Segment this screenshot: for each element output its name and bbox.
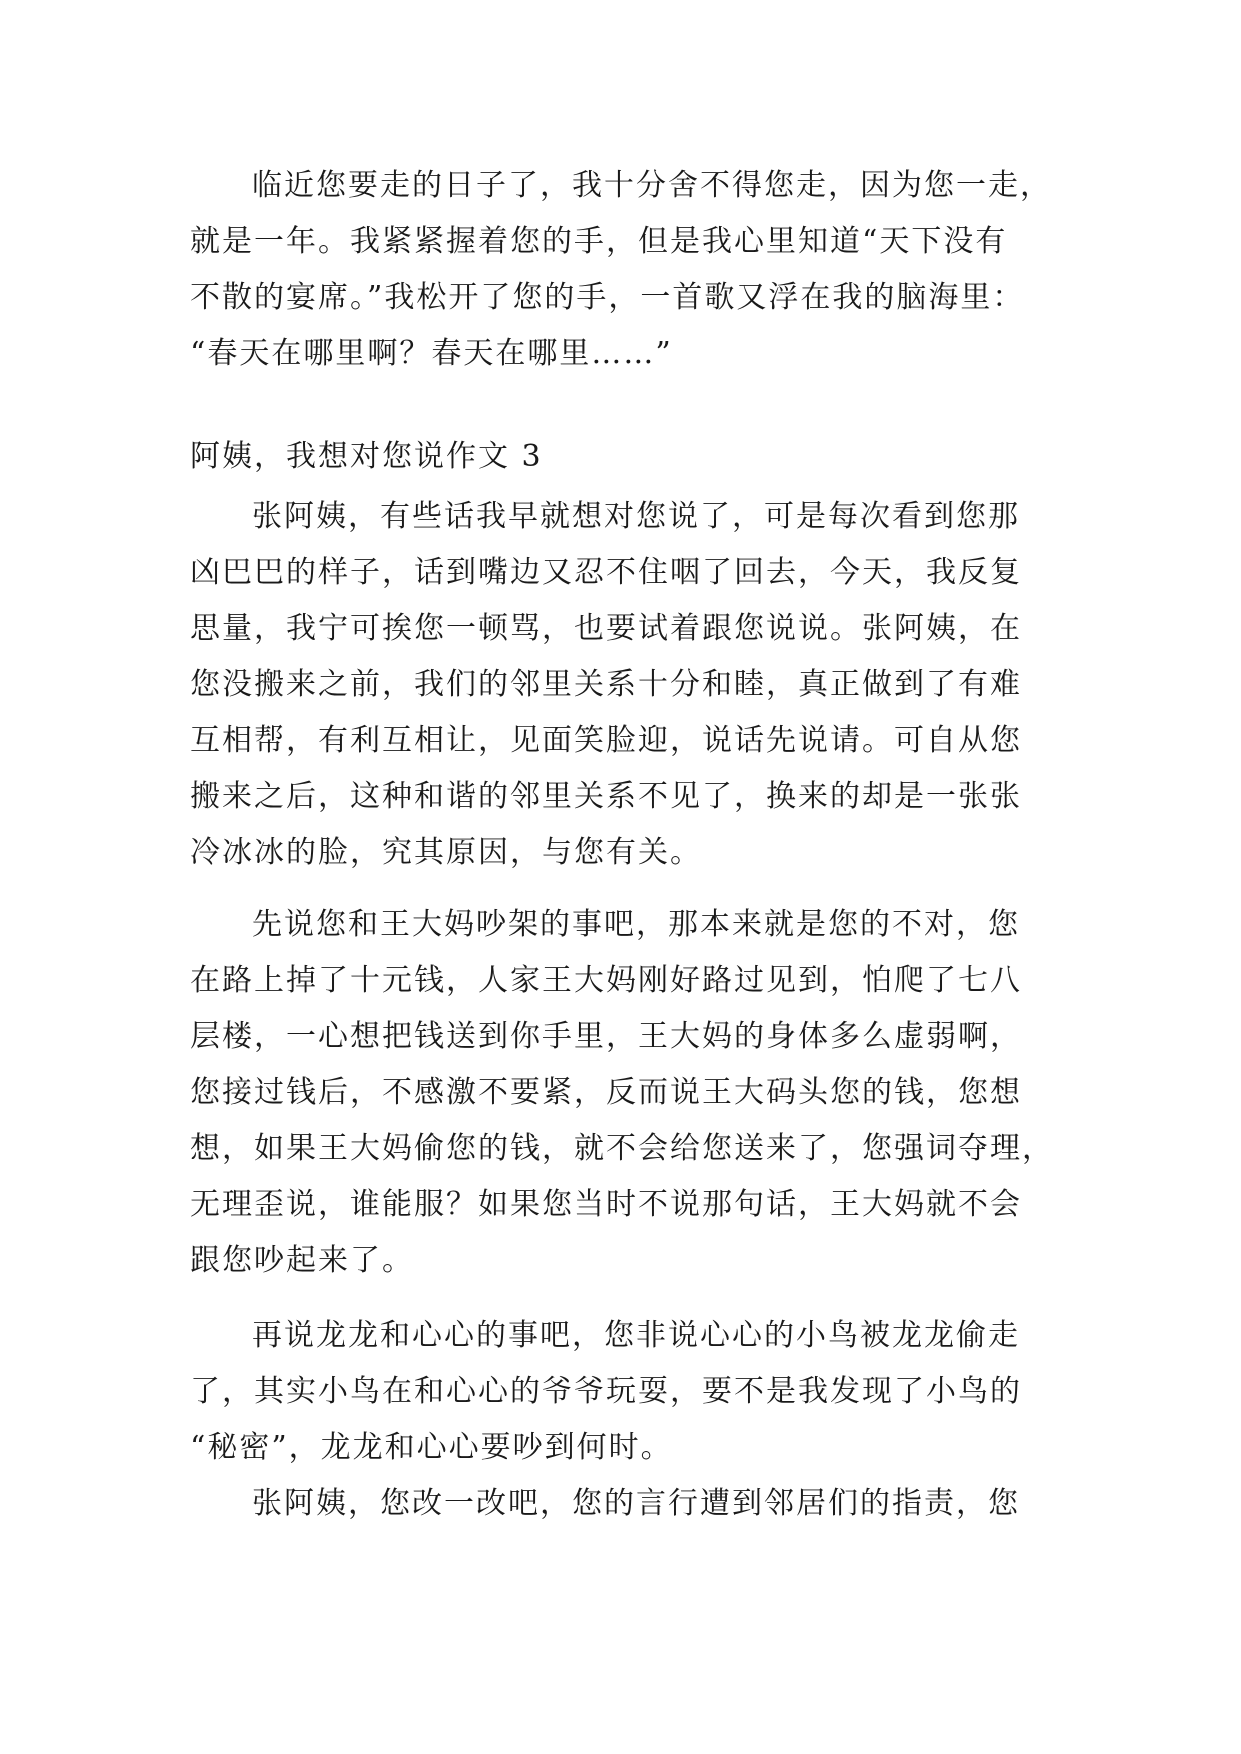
text-line: 张阿姨，有些话我早就想对您说了，可是每次看到您那	[252, 499, 1020, 534]
text-line: 想，如果王大妈偷您的钱，就不会给您送来了，您强词夺理，	[190, 1131, 1054, 1166]
text-line: 层楼，一心想把钱送到你手里，王大妈的身体多么虚弱啊，	[190, 1019, 1022, 1054]
text-line: 搬来之后，这种和谐的邻里关系不见了，换来的却是一张张	[190, 779, 1022, 814]
text-line: 冷冰冰的脸，究其原因，与您有关。	[190, 835, 702, 870]
text-line: 凶巴巴的样子，话到嘴边又忍不住咽了回去，今天，我反复	[190, 555, 1022, 590]
text-line: 再说龙龙和心心的事吧，您非说心心的小鸟被龙龙偷走	[252, 1318, 1020, 1353]
text-line: 您没搬来之前，我们的邻里关系十分和睦，真正做到了有难	[190, 667, 1022, 702]
text-line: 先说您和王大妈吵架的事吧，那本来就是您的不对，您	[252, 907, 1020, 942]
text-line: “秘密”，龙龙和心心要吵到何时。	[190, 1430, 673, 1465]
text-line: 了，其实小鸟在和心心的爷爷玩耍，要不是我发现了小鸟的	[190, 1374, 1022, 1409]
text-line: 互相帮，有利互相让，见面笑脸迎，说话先说请。可自从您	[190, 723, 1022, 758]
text-line: 您接过钱后，不感激不要紧，反而说王大码头您的钱，您想	[190, 1075, 1022, 1110]
text-line: 跟您吵起来了。	[190, 1243, 414, 1278]
text-line: 就是一年。我紧紧握着您的手，但是我心里知道“天下没有	[190, 224, 1008, 259]
text-line: 在路上掉了十元钱，人家王大妈刚好路过见到，怕爬了七八	[190, 963, 1022, 998]
text-line: “春天在哪里啊？春天在哪里……”	[190, 336, 673, 371]
text-line: 无理歪说，谁能服？如果您当时不说那句话，王大妈就不会	[190, 1187, 1022, 1222]
text-line: 临近您要走的日子了，我十分舍不得您走，因为您一走，	[252, 168, 1052, 203]
text-line: 张阿姨，您改一改吧，您的言行遭到邻居们的指责，您	[252, 1486, 1020, 1521]
heading-text: 阿姨，我想对您说作文 3	[190, 439, 543, 474]
text-line: 思量，我宁可挨您一顿骂，也要试着跟您说说。张阿姨，在	[190, 611, 1022, 646]
text-line: 不散的宴席。”我松开了您的手，一首歌又浮在我的脑海里：	[190, 280, 1025, 315]
